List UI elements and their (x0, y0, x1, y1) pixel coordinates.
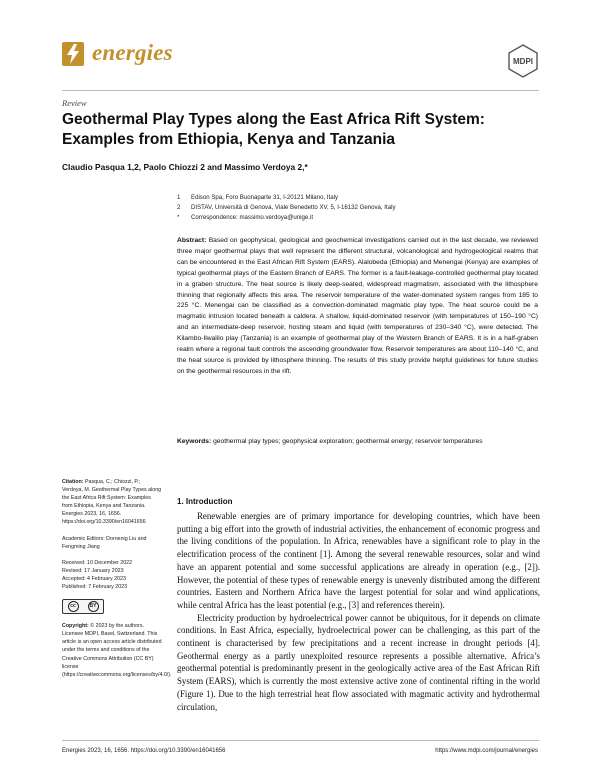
copyright-block (62, 622, 172, 679)
accepted-date: Accepted: 4 February 2023 (62, 575, 126, 582)
affiliation-text: DISTAV, Università di Genova, Viale Benedetto XV, 5, I-16132 Genova, Italy (191, 204, 396, 211)
citation-block (62, 478, 162, 527)
revised-date: Revised: 17 January 2023 (62, 567, 124, 574)
citation-text[interactable]: Pasqua, C.; Chiozzi, P.; Verdoya, M. Geothermal Play Types along the East Africa Rift System: Examples from Ethiopia, Kenya and Tanzania. Energies 2023, 16, 1656. https://doi.org/10.3390/en16041656 (62, 479, 162, 526)
affiliation-item (177, 193, 537, 203)
journal-name: energies (92, 40, 173, 65)
publisher-logo-icon (506, 44, 540, 78)
author-list: Claudio Pasqua 1,2, Paolo Chiozzi 2 and Massimo Verdoya 2,* (62, 162, 308, 172)
abstract-text: Based on geophysical, geological and geochemical investigations carried out in the last decade, we reviewed three major geothermal plays that well represent the different structural, volcanological and hydrogeological realms that can be encountered in the East African Rift System (EARS). Alalobeda (Ethiopia) and Menengai (Kenya) are examples of typical geothermal plays of the Eastern Branch of EARS. The former is a fault-leakage-controlled geothermal play located in a graben structure. The heat source is likely deep-seated, widespread magmatism, associated with the lithosphere thinning that regionally affects this area. The reservoir temperature of the water-dominated system ranges from 185 to 225 °C. Menengai can be classified as a convection-dominated magmatic play type. The heat source could be a magmatic intrusion located beneath a caldera. A shallow, liquid-dominated reservoir (with temperatures of 150–190 °C) and an intermediate-deep reservoir, hosting steam and liquid (with temperatures of 230–340 °C), were detected. The Kilambo-Ilwalilo play (Tanzania) is an example of geothermal play of the Western Branch of EARS. It is in a half-graben realm where a regional fault controls the ascending groundwater flow. Reservoir temperatures are about 110–140 °C, and the heat source is provided by lithosphere thinning. The results of this study provide helpful guidelines for future studies on the geothermal resources in the rift. (177, 237, 539, 375)
affiliation-mark: 2 (177, 204, 181, 211)
paragraph: Renewable energies are of primary importance for developing countries, which have been putting a big effort into the growth of industrial activities, the enhancement of economic progress and the living conditions of the population. In Africa, renewables have a significant role to play in the electrification process of the continent [1]. Among the several renewable resources, solar and wind have an apparent potential and some successful applications are already in operation (e.g., [2]). However, the potential of these types of renewable energy is unevenly distributed among the different countries. Eastern and Northern Africa have the largest potential for solar and wind applications, while central Africa has the least potential (e.g., [3] and references therein). (177, 511, 540, 610)
article-title: Geothermal Play Types along the East Africa Rift System: Examples from Ethiopia, Kenya and Tanzania (62, 111, 485, 148)
academic-editors: Academic Editors: Dornenig Liu and Fengming Jiang (62, 535, 147, 550)
affiliation-text: Edison Spa, Foro Buonaparte 31, I-20121 Milano, Italy (191, 194, 339, 201)
affiliations (177, 193, 537, 223)
article-info-sidebar (62, 478, 172, 687)
journal-logo-icon (62, 42, 84, 66)
cc-icon: cc (68, 601, 79, 612)
affiliation-mark: 1 (177, 194, 181, 201)
cc-by-license-icon[interactable] (62, 599, 104, 614)
correspondence-email[interactable]: Correspondence: massimo.verdoya@unige.it (191, 214, 314, 221)
footer-citation[interactable]: Energies 2023, 16, 1656. https://doi.org/10.3390/en16041656 (62, 748, 226, 754)
citation-label: Citation: (62, 479, 84, 485)
affiliation-mark: * (177, 214, 180, 221)
header-divider (62, 90, 539, 91)
publisher-name: MDPI (513, 57, 533, 66)
affiliation-item (177, 203, 537, 213)
affiliation-item (177, 213, 537, 223)
by-icon: BY (88, 601, 99, 612)
paragraph: Electricity production by hydroelectrical power cannot be ubiquitous, for it depends on climate conditions. In East Africa, especially, hydroelectrical power can be challenging, as this part of the continent is characterised by few precipitations and a recent increase in drought periods [4]. Geothermal energy as a partly unexploited resource represents a possible alternative. Africa’s geothermal potential is predominantly present in the geologically active area of the East African Rift System (EARS), which is currently the most extensive active zone of continental rifting in the world (Figure 1). Due to the high terrestrial heat flow associated with magmatic activity and hydrothermal circulation, (177, 612, 540, 712)
published-date: Published: 7 February 2023 (62, 584, 128, 591)
dates-block (62, 559, 162, 591)
copyright-text: © 2023 by the authors. Licensee MDPI, Basel, Switzerland. This article is an open access article distributed under the terms and conditions of the Creative Commons Attribution (CC BY) license (https://creativecommons.org/licenses/by/4.0/). (62, 623, 172, 678)
body-text (177, 510, 540, 713)
article-type: Review (62, 98, 87, 108)
keywords-text: geothermal play types; geophysical exploration; geothermal energy; reservoir temperatures (213, 438, 483, 445)
keywords-label: Keywords: (177, 438, 212, 445)
section-heading: 1. Introduction (177, 497, 233, 506)
abstract-label: Abstract: (177, 237, 207, 244)
footer-journal-link[interactable]: https://www.mdpi.com/journal/energies (435, 748, 538, 754)
keywords (177, 437, 538, 448)
footer-divider (62, 740, 539, 741)
received-date: Received: 10 December 2022 (62, 559, 133, 566)
copyright-label: Copyright: (62, 623, 89, 630)
abstract (177, 236, 538, 378)
